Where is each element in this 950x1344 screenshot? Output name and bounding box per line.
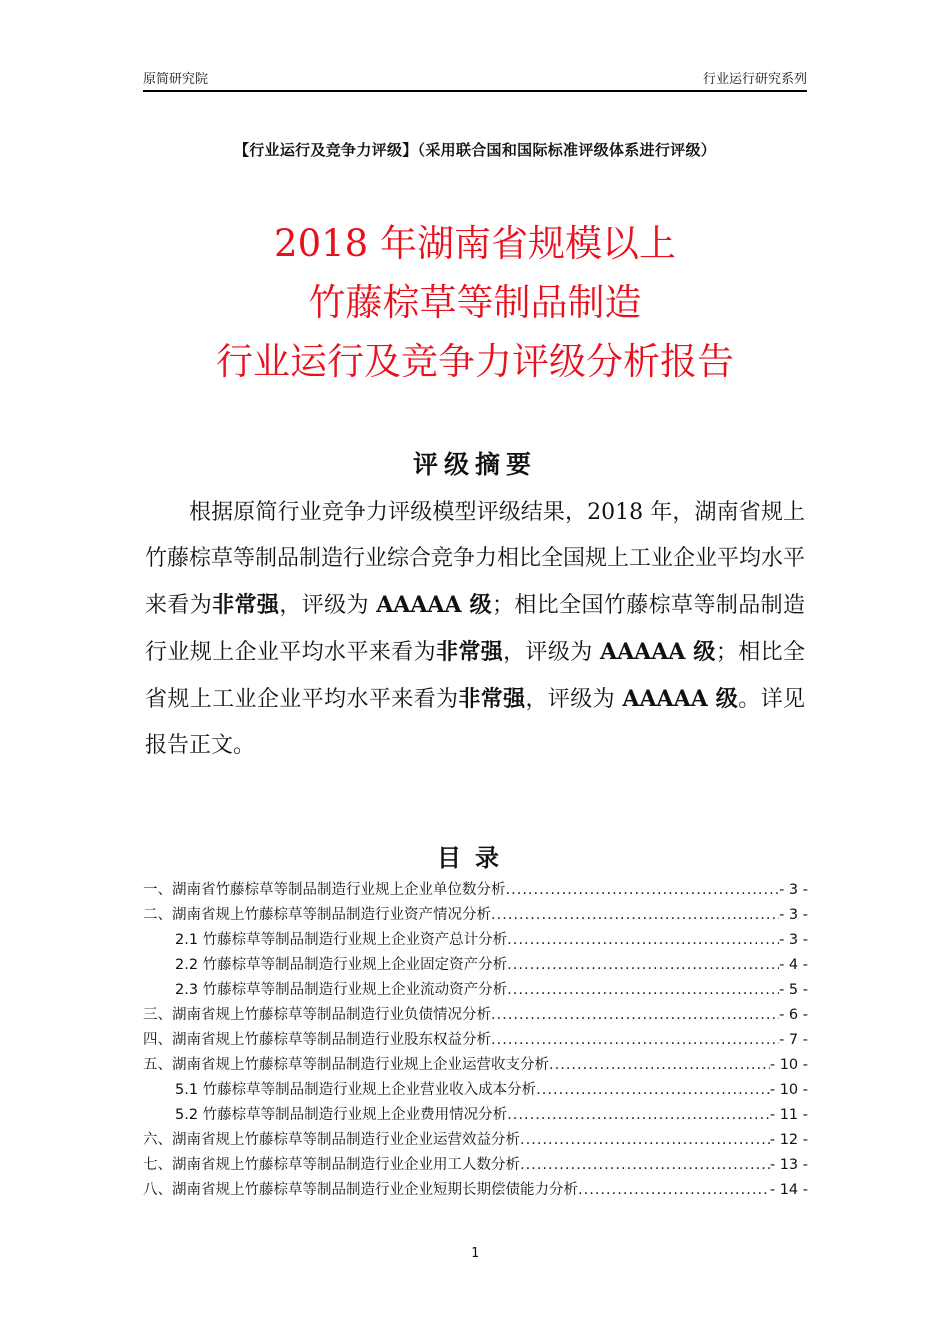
- toc-leader-dots: [536, 1078, 770, 1103]
- toc-leader-dots: [491, 1028, 779, 1053]
- title-line-2: 竹藤棕草等制品制造: [308, 281, 642, 324]
- toc-page: - 11 -: [769, 1107, 808, 1123]
- toc-entry[interactable]: 八、湖南省规上竹藤棕草等制品制造行业企业短期长期偿债能力分析 ..... - 14 -: [143, 1178, 808, 1203]
- toc-subentry[interactable]: 2.1 竹藤棕草等制品制造行业规上企业资产总计分析 ..... - 3 -: [143, 928, 808, 953]
- toc-page: - 6 -: [779, 1007, 808, 1023]
- toc-subentry[interactable]: 2.2 竹藤棕草等制品制造行业规上企业固定资产分析 ..... - 4 -: [143, 953, 808, 978]
- toc-entry[interactable]: 二、湖南省规上竹藤棕草等制品制造行业资产情况分析 ..... - 3 -: [143, 903, 808, 928]
- summary-grade: AAAAA 级: [376, 592, 492, 618]
- toc-page: - 10 -: [769, 1082, 808, 1098]
- toc-subentry[interactable]: 5.2 竹藤棕草等制品制造行业规上企业费用情况分析 ..... - 11 -: [143, 1103, 808, 1128]
- toc-entry[interactable]: 一、湖南省竹藤棕草等制品制造行业规上企业单位数分析 ..... - 3 -: [143, 878, 808, 903]
- toc-leader-dots: [507, 928, 779, 953]
- title-line-3: 行业运行及竞争力评级分析报告: [216, 340, 734, 383]
- toc-leader-dots: [578, 1178, 770, 1203]
- toc-leader-dots: [491, 903, 779, 928]
- toc-heading: 目录: [437, 844, 513, 872]
- summary-text: ，评级为: [279, 593, 377, 618]
- report-title: [0, 214, 950, 391]
- summary-paragraph: [145, 490, 805, 769]
- toc-entry[interactable]: 三、湖南省规上竹藤棕草等制品制造行业负债情况分析 ..... - 6 -: [143, 1003, 808, 1028]
- toc-page: - 4 -: [779, 957, 808, 973]
- toc-page: - 3 -: [779, 882, 808, 898]
- summary-heading: 评级摘要: [412, 450, 537, 479]
- toc-page: - 3 -: [779, 932, 808, 948]
- toc-subentry[interactable]: 5.1 竹藤棕草等制品制造行业规上企业营业收入成本分析 ..... - 10 -: [143, 1078, 808, 1103]
- page-header: [143, 66, 807, 92]
- summary-text: 根据原简行业竞争力评级模型评级结果，2018 年，湖南省规上竹藤棕草等制品制造行业综合竞争力相比全国规上工业企业平均水平来看为: [145, 500, 806, 618]
- toc-page: - 13 -: [769, 1157, 808, 1173]
- summary-text: ；相比全国竹藤棕草等制品制造行业规上企业平均水平来看为: [145, 593, 805, 665]
- toc-leader-dots: [491, 1003, 779, 1028]
- toc-leader-dots: [520, 1153, 770, 1178]
- toc-page: - 14 -: [769, 1182, 808, 1198]
- toc-entry[interactable]: 七、湖南省规上竹藤棕草等制品制造行业企业用工人数分析 ..... - 13 -: [143, 1153, 808, 1178]
- summary-emphasis: 非常强: [435, 639, 504, 665]
- summary-text: ，评级为: [503, 640, 601, 665]
- toc-leader-dots: [507, 978, 779, 1003]
- toc-subentry[interactable]: 2.3 竹藤棕草等制品制造行业规上企业流动资产分析 ..... - 5 -: [143, 978, 808, 1003]
- toc-page: - 12 -: [769, 1132, 808, 1148]
- toc-entry[interactable]: 四、湖南省规上竹藤棕草等制品制造行业股东权益分析 ..... - 7 -: [143, 1028, 808, 1053]
- toc-leader-dots: [506, 878, 780, 903]
- rating-tag-line: 【行业运行及竞争力评级】（采用联合国和国际标准评级体系进行评级）: [233, 141, 717, 159]
- toc-entry[interactable]: 五、湖南省规上竹藤棕草等制品制造行业规上企业运营收支分析 ..... - 10 -: [143, 1053, 808, 1078]
- summary-grade: AAAAA 级: [622, 686, 739, 712]
- toc-page: - 7 -: [779, 1032, 808, 1048]
- summary-emphasis: 非常强: [212, 592, 280, 618]
- summary-grade: AAAAA 级: [600, 639, 716, 665]
- summary-text: 。详见报告正文。: [145, 687, 805, 758]
- toc-leader-dots: [549, 1053, 770, 1078]
- toc-leader-dots: [520, 1128, 770, 1153]
- header-org: 原简研究院: [143, 72, 209, 87]
- table-of-contents: [143, 878, 808, 1203]
- toc-entry[interactable]: 六、湖南省规上竹藤棕草等制品制造行业企业运营效益分析 ..... - 12 -: [143, 1128, 808, 1153]
- toc-page: - 10 -: [769, 1057, 808, 1073]
- toc-leader-dots: [507, 953, 779, 978]
- summary-text: ；相比全省规上工业企业平均水平来看为: [145, 640, 805, 712]
- summary-emphasis: 非常强: [458, 686, 526, 712]
- toc-leader-dots: [507, 1103, 770, 1128]
- summary-text: ，评级为: [525, 687, 623, 712]
- toc-page: - 3 -: [779, 907, 808, 923]
- header-series: 行业运行研究系列: [702, 72, 807, 87]
- page-number: 1: [471, 1246, 479, 1261]
- title-line-1: 2018 年湖南省规模以上: [274, 222, 676, 265]
- toc-page: - 5 -: [779, 982, 808, 998]
